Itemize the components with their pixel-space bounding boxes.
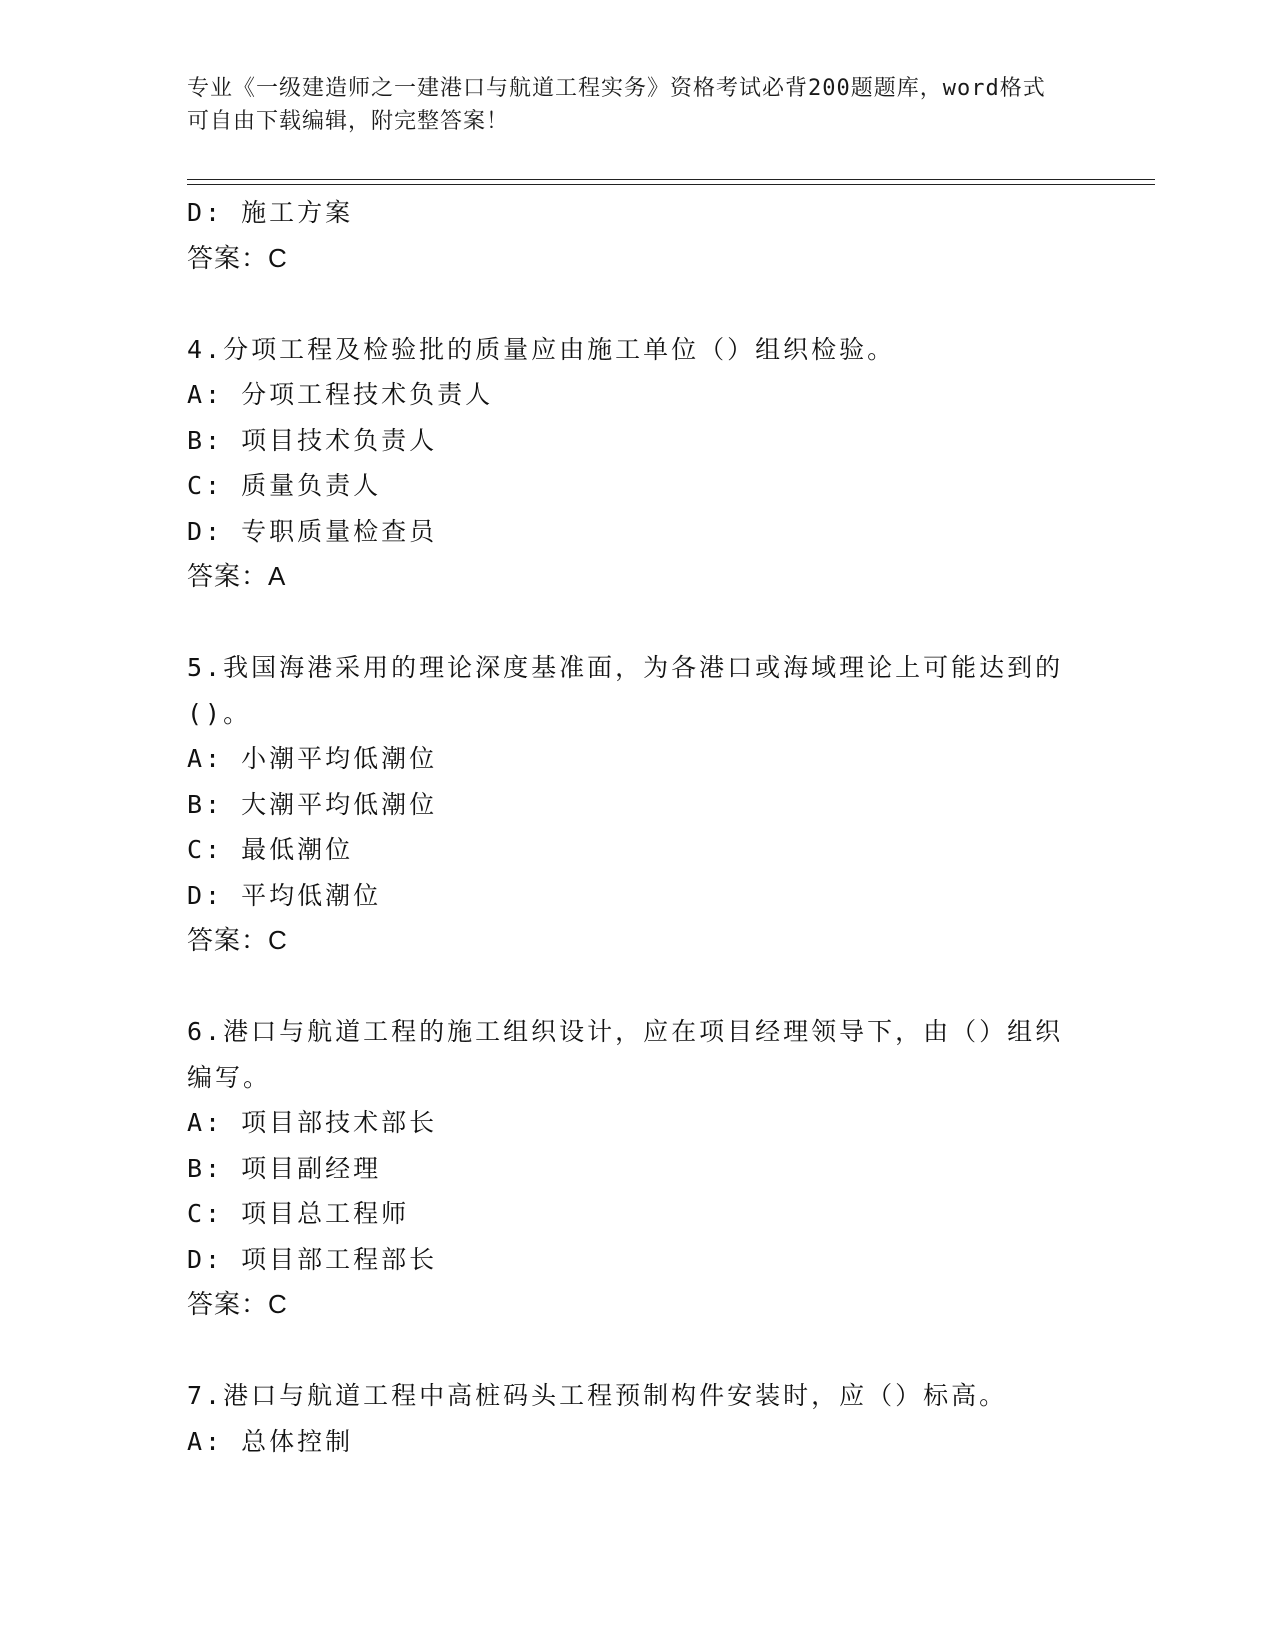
option-d: D: 项目部工程部长 bbox=[187, 1244, 438, 1274]
question-6 bbox=[187, 1009, 1087, 1328]
answer: 答案：A bbox=[187, 561, 287, 591]
header-rule-bottom bbox=[187, 184, 1155, 185]
option-c: C: 最低潮位 bbox=[187, 835, 354, 864]
option-b: B: 项目技术负责人 bbox=[187, 425, 438, 455]
prev-option-d: D: 施工方案 bbox=[187, 198, 354, 227]
answer: 答案：C bbox=[187, 1289, 288, 1319]
option-d: D: 平均低潮位 bbox=[187, 880, 382, 910]
option-d: D: 专职质量检查员 bbox=[187, 516, 438, 546]
question-text: 7.港口与航道工程中高桩码头工程预制构件安装时，应（）标高。 bbox=[187, 1381, 1008, 1410]
option-b: B: 大潮平均低潮位 bbox=[187, 789, 438, 819]
option-c: C: 项目总工程师 bbox=[187, 1199, 410, 1228]
answer: 答案：C bbox=[187, 925, 288, 955]
question-text: 4.分项工程及检验批的质量应由施工单位（）组织检验。 bbox=[187, 334, 896, 364]
prev-answer: 答案：C bbox=[187, 242, 288, 273]
header-rule-top bbox=[187, 179, 1155, 180]
option-a: A: 总体控制 bbox=[187, 1426, 354, 1456]
option-a: A: 项目部技术部长 bbox=[187, 1108, 438, 1137]
option-b: B: 项目副经理 bbox=[187, 1153, 382, 1183]
question-7 bbox=[187, 1373, 1087, 1464]
question-content bbox=[187, 190, 1087, 1464]
question-5 bbox=[187, 645, 1087, 964]
question-4 bbox=[187, 327, 1087, 600]
page-header: 专业《一级建造师之一建港口与航道工程实务》资格考试必背200题题库，word格式可自由下载编辑，附完整答案！ bbox=[187, 76, 1046, 134]
option-a: A: 分项工程技术负责人 bbox=[187, 380, 494, 409]
question-text: 5.我国海港采用的理论深度基准面，为各港口或海域理论上可能达到的()。 bbox=[187, 653, 1064, 728]
question-text: 6.港口与航道工程的施工组织设计，应在项目经理领导下，由（）组织编写。 bbox=[187, 1017, 1064, 1092]
option-a: A: 小潮平均低潮位 bbox=[187, 744, 438, 773]
option-c: C: 质量负责人 bbox=[187, 471, 382, 500]
